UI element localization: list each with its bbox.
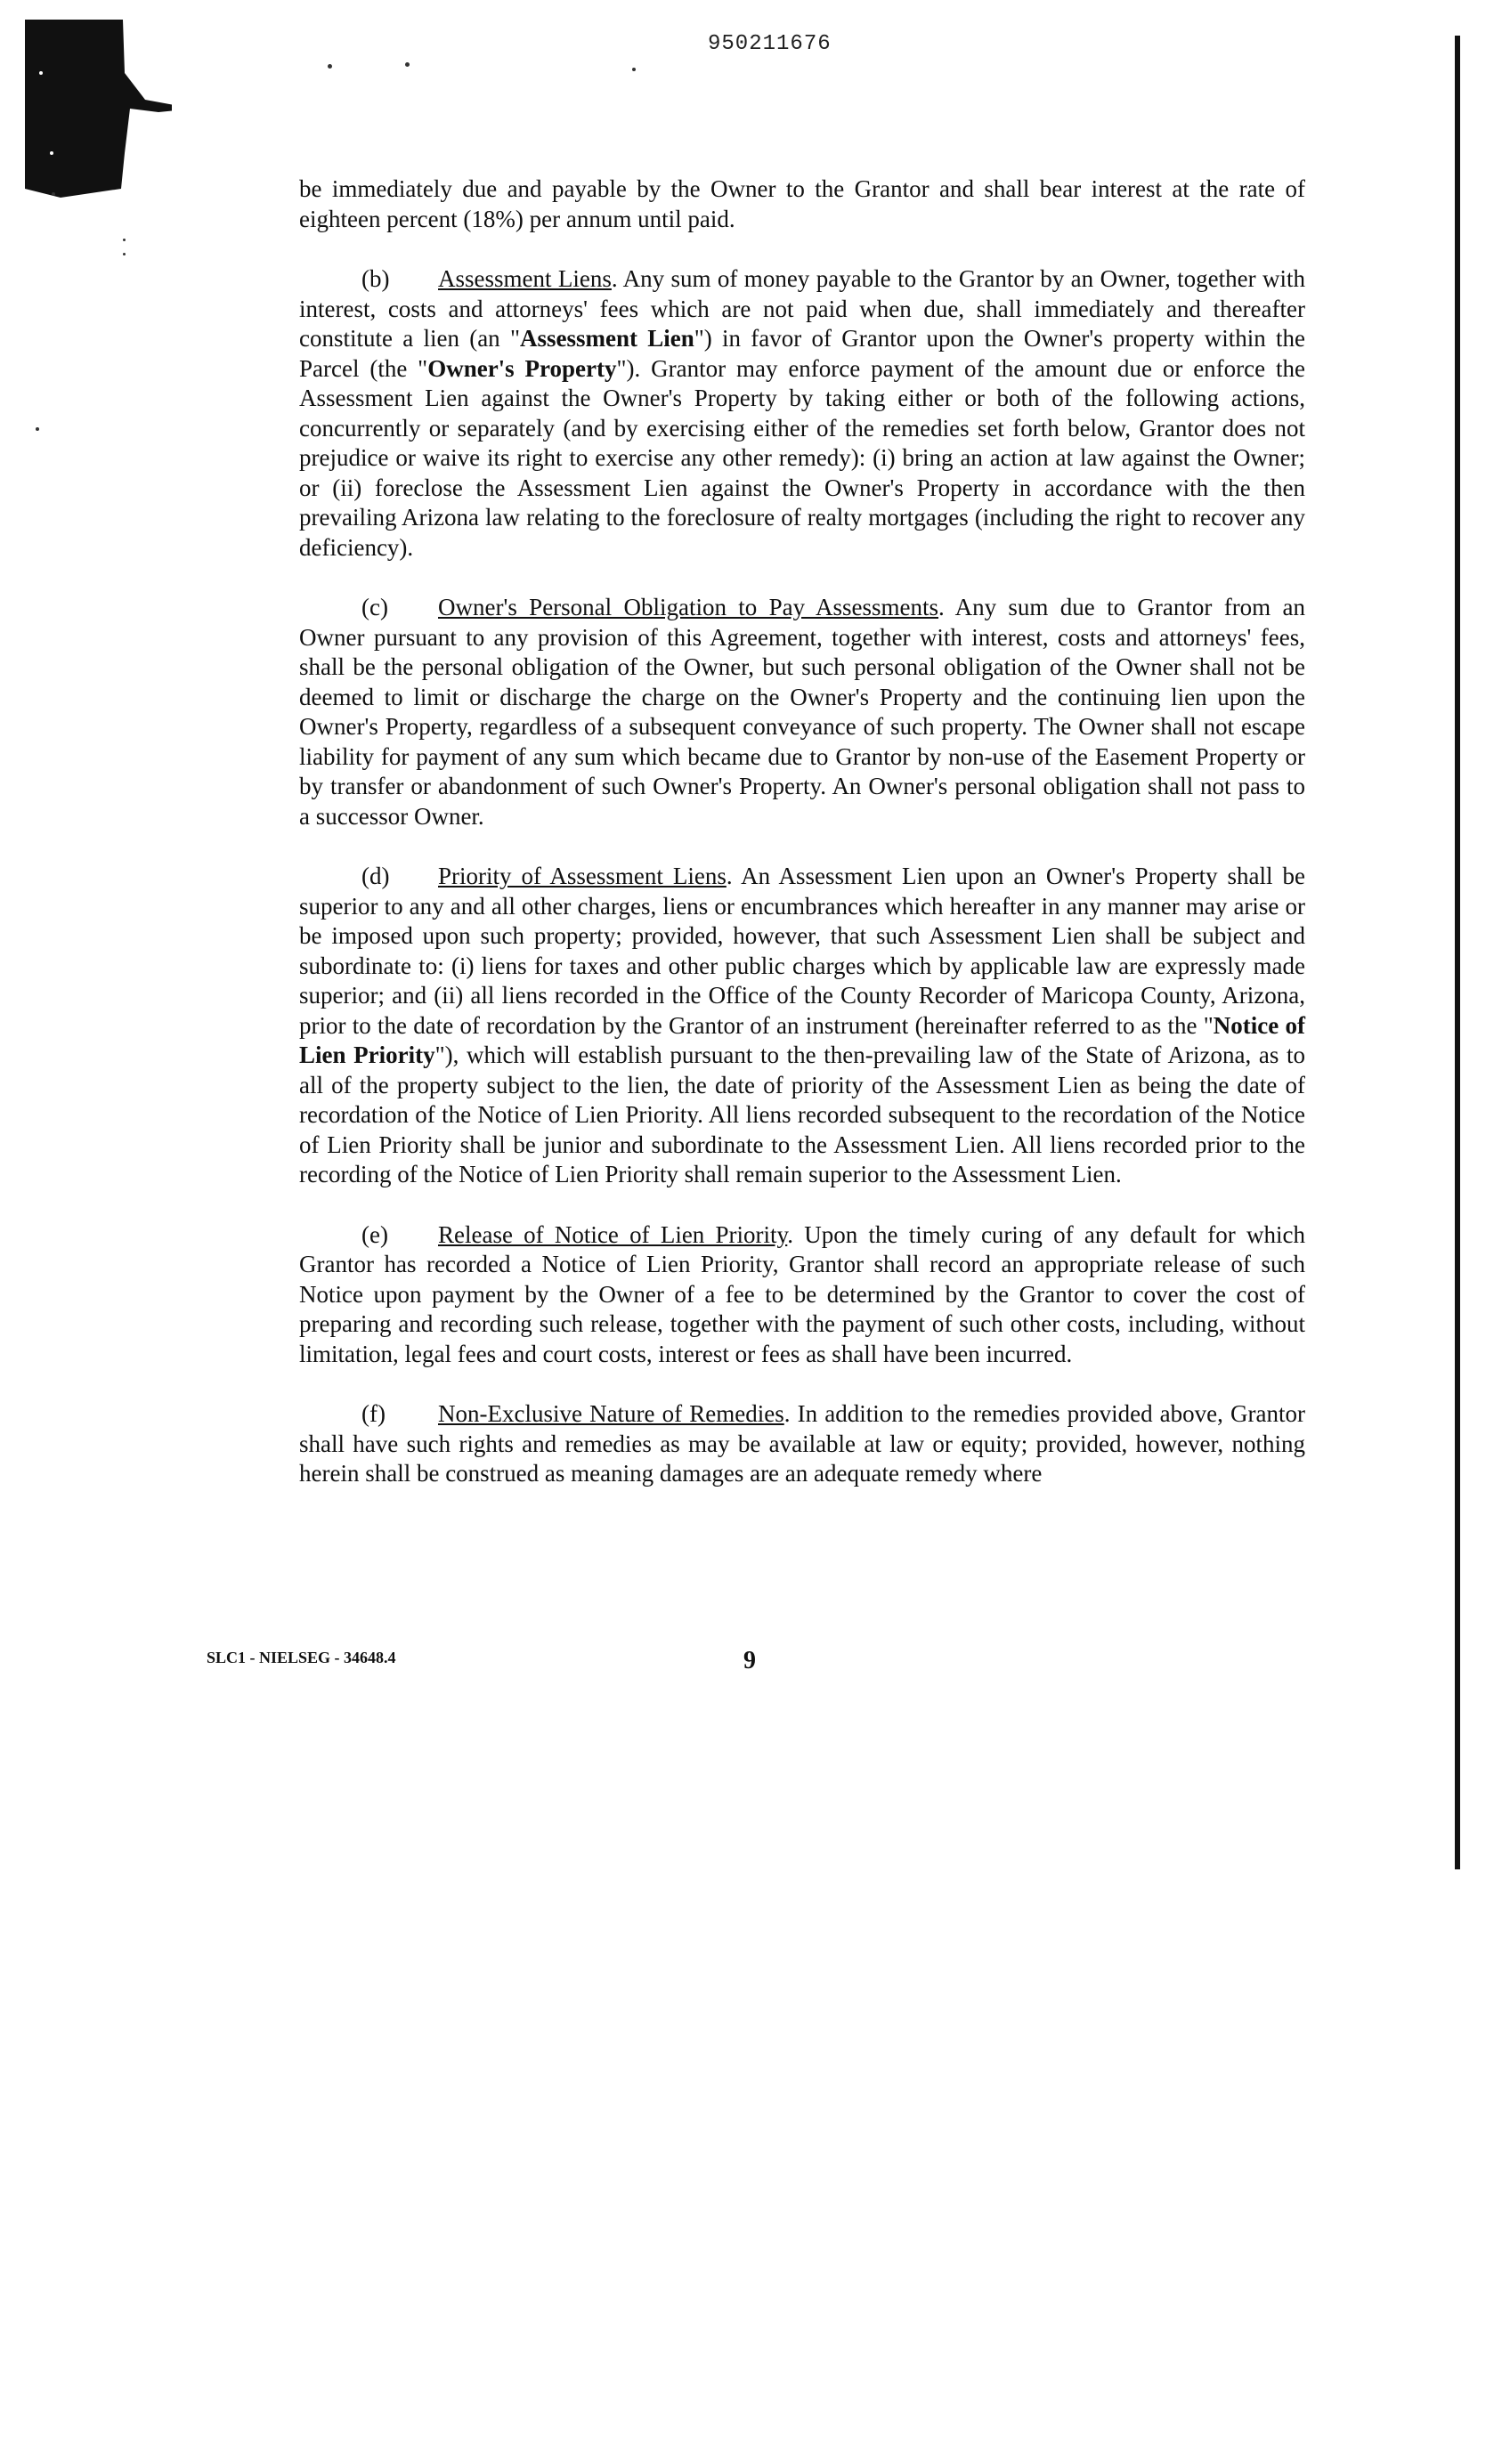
paragraph-heading: Owner's Personal Obligation to Pay Assessments [438,594,938,620]
page-number: 9 [743,1647,756,1674]
paragraph-heading: Assessment Liens [438,265,612,292]
paragraph-label: (b) [361,265,390,292]
document-body [299,174,1305,1520]
footer-document-id: SLC1 - NIELSEG - 34648.4 [207,1649,396,1666]
paragraph-heading: Non-Exclusive Nature of Remedies [438,1400,784,1427]
paragraph-text: "). Grantor may enforce payment of the amount due or enforce the Assessment Lien against the Owner's Property by taking either or both of the following actions, concurrently or separately (and by exercising either of the remedies set forth below, Grantor does not prejudice or waive its right to exercise any other remedy): (i) bring an action at law against the Owner; or (ii) foreclose the Assessment Lien against the Owner's Property in accordance with the then prevailing Arizona law relating to the foreclosure of realty mortgages (including the right to recover any deficiency). [299,354,1305,561]
paragraph-label: (c) [361,594,388,620]
defined-term: Owner's Property [427,354,617,382]
scan-speck [328,64,332,69]
scan-artifact-blot [25,20,172,198]
paragraph-text: be immediately due and payable by the Owner to the Grantor and shall bear interest at the rate of eighteen percent (18%) per annum until paid. [299,175,1305,232]
scan-speck [405,62,410,67]
paragraph-heading: Release of Notice of Lien Priority [438,1220,788,1248]
defined-term: Assessment Lien [519,325,694,352]
scan-edge-rule [1455,36,1460,1869]
paragraph-text: "), which will establish pursuant to the then-prevailing law of the State of Arizona, as to all of the property subject to the lien, the date of priority of the Assessment Lien as being the date of recordation of the Notice of Lien Priority. All liens recorded subsequent to the recordation of the Notice of Lien Priority shall be junior and subordinate to the Assessment Lien. All liens recorded prior to the recording of the Notice of Lien Priority shall remain superior to the Assessment Lien. [299,1042,1305,1187]
paragraph-e [299,1220,1305,1370]
scan-speck [632,68,636,71]
scan-speck [36,427,39,431]
paragraph-text: . In addition to the remedies provided above, Grantor shall have such rights and remedies as may be available at law or equity; provided, however, nothing herein shall be construed as meaning damages are an adequate remedy where [299,1400,1305,1487]
paragraph-continuation [299,174,1305,234]
scan-speck [123,239,126,241]
paragraph-label: (f) [361,1400,386,1427]
paragraph-b [299,264,1305,563]
document-number: 950211676 [708,32,832,56]
paragraph-text: . An Assessment Lien upon an Owner's Property shall be superior to any and all other charges, liens or encumbrances which hereafter in any manner may arise or be imposed upon such property; provided, however, that such Assessment Lien shall be subject and subordinate to: (i) liens for taxes and other public charges which by applicable law are expressly made superior; and (ii) all liens recorded in the Office of the County Recorder of Maricopa County, Arizona, prior to the date of recordation by the Grantor of an instrument (hereinafter referred to as the " [299,863,1305,1039]
paragraph-d [299,862,1305,1190]
paragraph-f [299,1399,1305,1489]
paragraph-label: (e) [361,1220,388,1248]
defined-term: Notice of Lien Priority [299,1011,1305,1068]
paragraph-c [299,593,1305,831]
scan-speck [52,192,55,196]
scan-speck [123,253,126,255]
paragraph-text: ") in favor of Grantor upon the Owner's property within the Parcel (the " [299,325,1305,382]
paragraph-heading: Priority of Assessment Liens [438,863,727,889]
paragraph-label: (d) [361,863,390,889]
paragraph-text: . Upon the timely curing of any default for which Grantor has recorded a Notice of Lien Priority, Grantor shall record an appropriate release of such Notice upon payment by the Owner of a fee to be determined by the Grantor to cover the cost of preparing and recording such release, together with the payment of such other costs, including, without limitation, legal fees and court costs, interest or fees as shall have been incurred. [299,1220,1305,1367]
paragraph-text: . Any sum due to Grantor from an Owner pursuant to any provision of this Agreement, together with interest, costs and attorneys' fees, shall be the personal obligation of the Owner, but such personal obligation of the Owner shall not be deemed to limit or discharge the charge on the Owner's Property and the continuing lien upon the Owner's Property, regardless of a subsequent conveyance of such property. The Owner shall not escape liability for payment of any sum which became due to Grantor by non-use of the Easement Property or by transfer or abandonment of such Owner's Property. An Owner's personal obligation shall not pass to a successor Owner. [299,594,1306,830]
paragraph-text: . Any sum of money payable to the Grantor by an Owner, together with interest, costs and attorneys' fees which are not paid when due, shall immediately and thereafter constitute a lien (an " [299,265,1305,352]
